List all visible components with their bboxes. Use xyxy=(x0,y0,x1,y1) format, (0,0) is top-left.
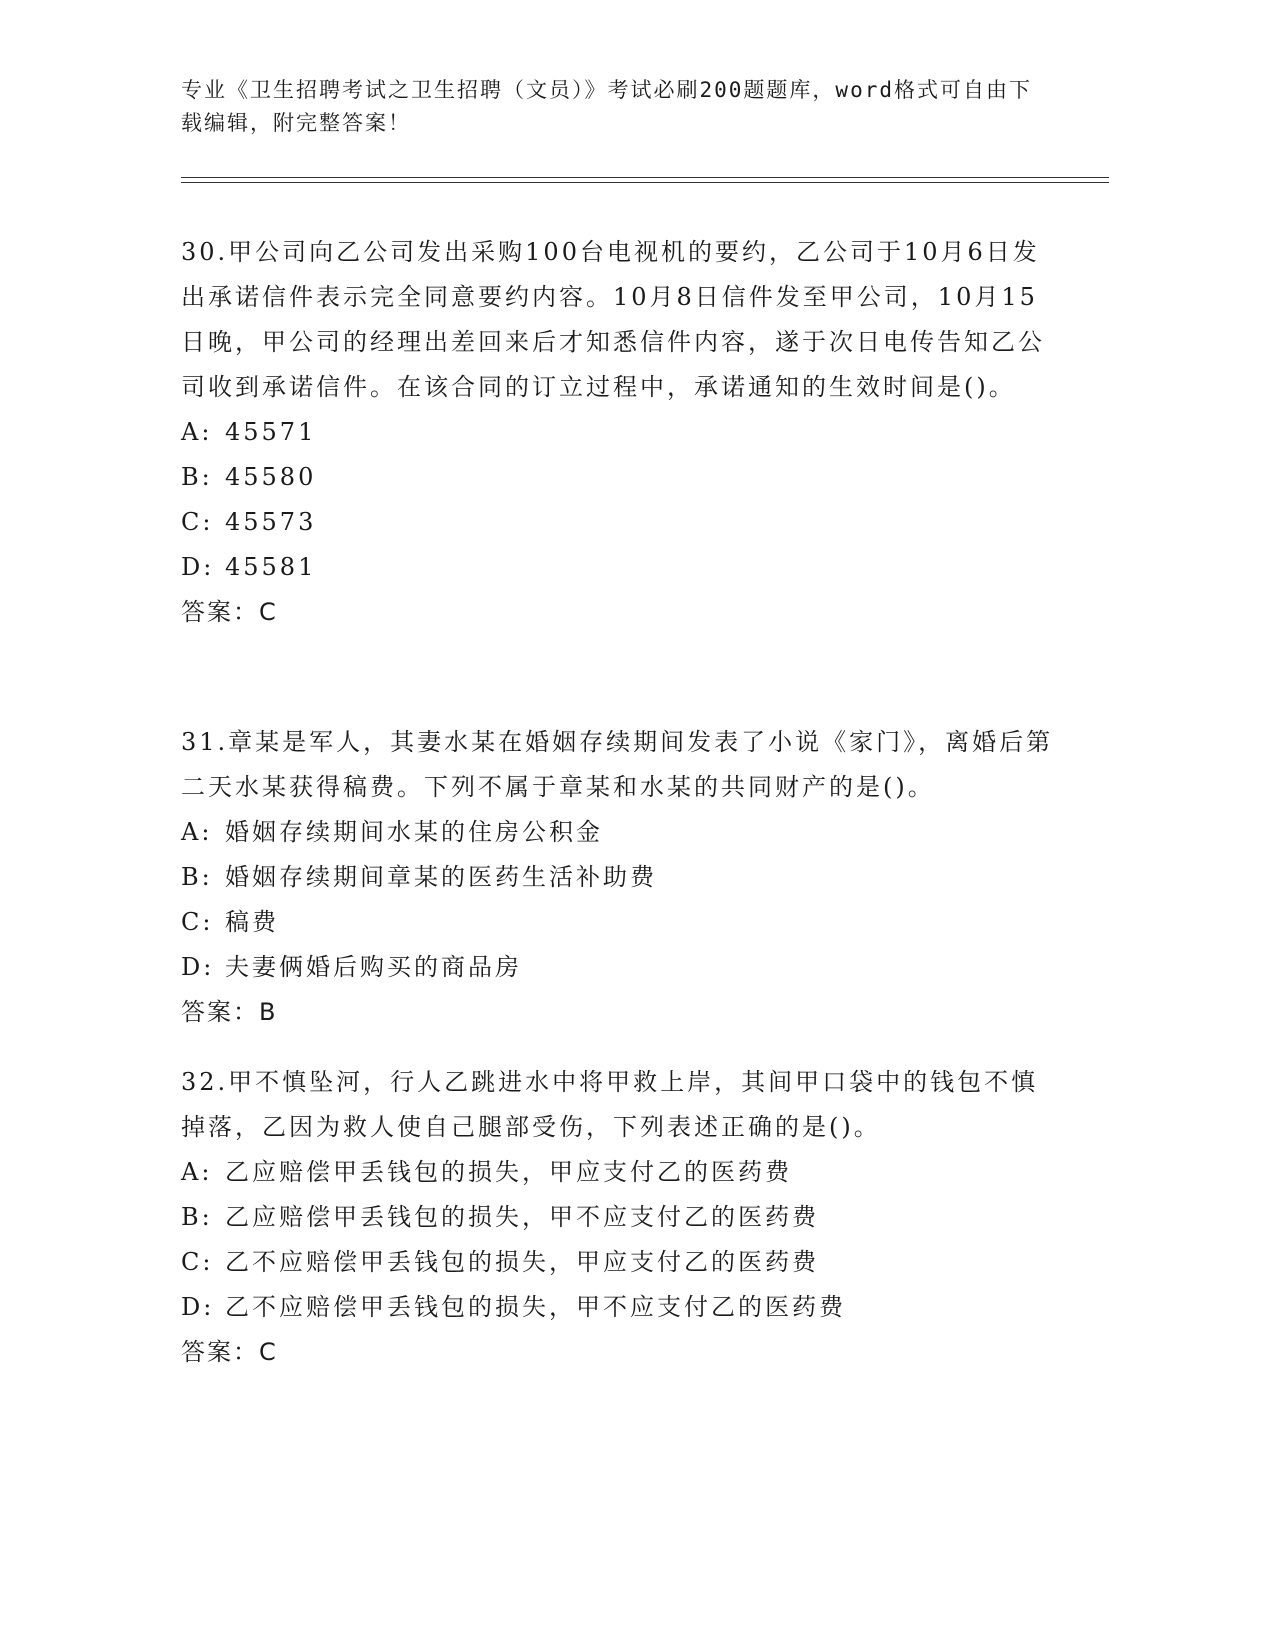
option-c xyxy=(181,900,1061,945)
answer: 答案：C xyxy=(181,1338,278,1366)
option-d xyxy=(181,1285,1061,1330)
option-b xyxy=(181,855,1061,900)
option-a xyxy=(181,410,1061,455)
option-letter: C: xyxy=(181,908,214,936)
option-text: 婚姻存续期间章某的医药生活补助费 xyxy=(225,863,657,891)
option-letter: A: xyxy=(181,1158,213,1186)
option-a xyxy=(181,1150,1061,1195)
question-32 xyxy=(181,1060,1061,1375)
question-31 xyxy=(181,720,1061,1035)
answer: 答案：B xyxy=(181,998,278,1026)
option-text: 45573 xyxy=(225,508,317,536)
question-30 xyxy=(181,230,1061,635)
option-text: 乙不应赔偿甲丢钱包的损失，甲不应支付乙的医药费 xyxy=(225,1293,846,1321)
question-text: 32.甲不慎坠河，行人乙跳进水中将甲救上岸，其间甲口袋中的钱包不慎掉落，乙因为救人使自己腿部受伤，下列表述正确的是()。 xyxy=(181,1068,1039,1141)
header-divider xyxy=(181,177,1109,183)
option-b xyxy=(181,455,1061,500)
option-letter: C: xyxy=(181,508,214,536)
option-b xyxy=(181,1195,1061,1240)
option-text: 乙应赔偿甲丢钱包的损失，甲不应支付乙的医药费 xyxy=(225,1203,819,1231)
question-text: 30.甲公司向乙公司发出采购100台电视机的要约，乙公司于10月6日发出承诺信件表示完全同意要约内容。10月8日信件发至甲公司，10月15日晚，甲公司的经理出差回来后才知悉信件内容，遂于次日电传告知乙公司收到承诺信件。在该合同的订立过程中，承诺通知的生效时间是()。 xyxy=(181,238,1045,401)
option-text: 稿费 xyxy=(225,908,279,936)
answer: 答案：C xyxy=(181,598,278,626)
option-c xyxy=(181,1240,1061,1285)
option-d xyxy=(181,545,1061,590)
option-letter: B: xyxy=(181,1203,213,1231)
option-letter: D: xyxy=(181,953,215,981)
option-c xyxy=(181,500,1061,545)
option-letter: C: xyxy=(181,1248,214,1276)
option-d xyxy=(181,945,1061,990)
option-text: 夫妻俩婚后购买的商品房 xyxy=(225,953,522,981)
option-letter: D: xyxy=(181,553,215,581)
question-text: 31.章某是军人，其妻水某在婚姻存续期间发表了小说《家门》，离婚后第二天水某获得稿费。下列不属于章某和水某的共同财产的是()。 xyxy=(181,728,1054,801)
option-text: 婚姻存续期间水某的住房公积金 xyxy=(225,818,603,846)
option-text: 乙应赔偿甲丢钱包的损失，甲应支付乙的医药费 xyxy=(225,1158,792,1186)
option-letter: D: xyxy=(181,1293,215,1321)
option-text: 45581 xyxy=(225,553,317,581)
option-text: 乙不应赔偿甲丢钱包的损失，甲应支付乙的医药费 xyxy=(225,1248,819,1276)
document-header: 专业《卫生招聘考试之卫生招聘（文员）》考试必刷200题题库，word格式可自由下载编辑，附完整答案！ xyxy=(181,78,1032,135)
option-letter: A: xyxy=(181,418,213,446)
option-text: 45571 xyxy=(225,418,317,446)
option-text: 45580 xyxy=(225,463,317,491)
option-letter: B: xyxy=(181,863,213,891)
option-letter: B: xyxy=(181,463,213,491)
option-a xyxy=(181,810,1061,855)
option-letter: A: xyxy=(181,818,213,846)
